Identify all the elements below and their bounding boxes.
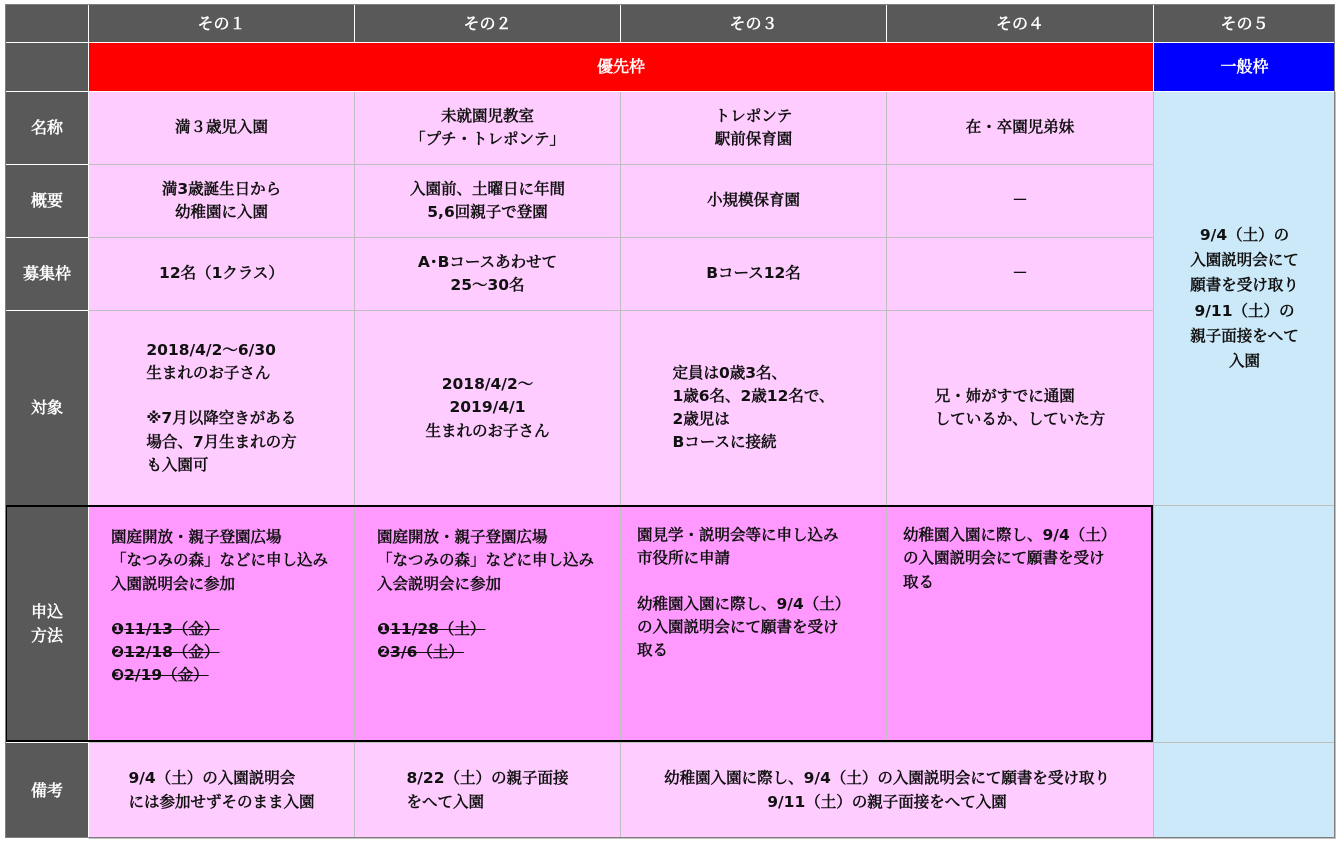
row-label-quota: 募集枠 (6, 238, 89, 311)
corner-cell-2 (6, 43, 89, 92)
notes-cell-1: 9/4（土）の入園説明会 には参加せずそのまま入園 (89, 743, 355, 839)
general-apply-cell (1154, 506, 1336, 743)
name-cell-1: 満３歳児入園 (89, 92, 355, 165)
apply-date-2-1: ❶11/28（土） (377, 619, 486, 638)
quota-cell-2: A･Bコースあわせて 25～30名 (355, 238, 621, 311)
general-group-header: 一般枠 (1154, 43, 1336, 92)
target-cell-2: 2018/4/2～ 2019/4/1 生まれのお子さん (355, 311, 621, 506)
apply-date-1-2: ❷12/18（金） (111, 643, 220, 661)
summary-cell-4: － (887, 165, 1154, 238)
enrollment-table (5, 4, 1335, 838)
row-label-apply: 申込 方法 (6, 506, 89, 743)
row-label-name: 名称 (6, 92, 89, 165)
notes-cell-34: 幼稚園入園に際し、9/4（土）の入園説明会にて願書を受け取り 9/11（土）の親子面接をへて入園 (621, 743, 1154, 839)
target-cell-1: 2018/4/2～6/30 生まれのお子さん ※7月以降空きがある 場合、7月生まれの方 も入園可 (89, 311, 355, 506)
row-label-notes: 備考 (6, 743, 89, 839)
apply-date-1-3: ❸2/19（金） (111, 666, 209, 685)
name-cell-2: 未就園児教室 「プチ・トレポンテ」 (355, 92, 621, 165)
general-notes-cell (1154, 743, 1336, 839)
notes-cell-2: 8/22（土）の親子面接 をへて入園 (355, 743, 621, 839)
row-label-summary: 概要 (6, 165, 89, 238)
column-header-5: その５ (1154, 5, 1336, 43)
target-cell-3: 定員は0歳3名、 1歳6名、2歳12名で、 2歳児は Bコースに接続 (621, 311, 887, 506)
general-description-cell: 9/4（土）の 入園説明会にて 願書を受け取り 9/11（土）の 親子面接をへて 入園 (1154, 92, 1336, 506)
column-header-3: その３ (621, 5, 887, 43)
summary-cell-2: 入園前、土曜日に年間 5,6回親子で登園 (355, 165, 621, 238)
corner-cell (6, 5, 89, 43)
column-header-4: その４ (887, 5, 1154, 43)
quota-cell-1: 12名（1クラス） (89, 238, 355, 311)
column-header-2: その２ (355, 5, 621, 43)
apply-cell-2: 園庭開放・親子登園広場 「なつみの森」などに申し込み 入会説明会に参加 ❶11/28（土） ❷3/6（土） (355, 506, 621, 743)
name-cell-3: トレポンテ 駅前保育園 (621, 92, 887, 165)
priority-group-header: 優先枠 (89, 43, 1154, 92)
apply-cell-1: 園庭開放・親子登園広場 「なつみの森」などに申し込み 入園説明会に参加 ❶11/13（金） ❷12/18（金） ❸2/19（金） (89, 506, 355, 743)
apply-cell-3: 園見学・説明会等に申し込み 市役所に申請 幼稚園入園に際し、9/4（土） の入園説明会にて願書を受け 取る (621, 506, 887, 743)
apply-date-2-2: ❷3/6（土） (377, 643, 464, 661)
target-cell-4: 兄・姉がすでに通園 しているか、していた方 (887, 311, 1154, 506)
summary-cell-3: 小規模保育園 (621, 165, 887, 238)
summary-cell-1: 満3歳誕生日から 幼稚園に入園 (89, 165, 355, 238)
quota-cell-4: － (887, 238, 1154, 311)
apply-cell-4: 幼稚園入園に際し、9/4（土） の入園説明会にて願書を受け 取る (887, 506, 1154, 743)
column-header-1: その１ (89, 5, 355, 43)
quota-cell-3: Bコース12名 (621, 238, 887, 311)
row-label-target: 対象 (6, 311, 89, 506)
apply-date-1-1: ❶11/13（金） (111, 619, 220, 638)
name-cell-4: 在・卒園児弟妹 (887, 92, 1154, 165)
